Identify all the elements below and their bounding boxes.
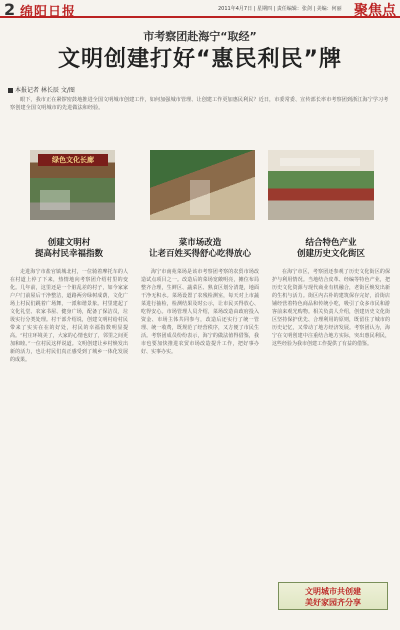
photo-market-hall (268, 150, 374, 220)
photo-cultural-corridor (30, 150, 115, 220)
column-subhead: 菜市场改造 (178, 238, 222, 248)
byline (8, 85, 75, 94)
column-subhead: 结合特色产业 (305, 238, 357, 248)
column-subhead: 创建历史文化街区 (296, 249, 365, 259)
article-headline: 文明创建打好“惠民利民”牌 (58, 47, 342, 72)
byline-text: 本报记者 林长辰 文/图 (15, 87, 75, 94)
column-subhead: 提高村民幸福指数 (34, 249, 103, 259)
article-column-3 (272, 238, 390, 348)
column-body: 走进海宁市盐官镇城北村，一位骑着摩托车的人在村道上停了下来，热情地向考察团介绍村里的变化。几年前，这里还是一个脏乱差的村子，如今家家户户门前屋后干净整洁，道路两旁绿树成荫，文化广场上村民们跳着广场舞，一派和谐景象。村里建起了文化礼堂、农家书屋、健身广场，配备了保洁员，垃圾实行分类处理。村干部介绍说，创建文明村给村民带来了实实在在的好处，村民的幸福指数明显提高。“村庄环境美了，大家的心情也好了，邻里之间更加和睦。”一位村民这样说道。文明创建让乡村焕发出新的活力，也让村民们真正感受到了城乡一体化发展的成果。 (10, 269, 128, 363)
photo-detail (40, 190, 70, 210)
column-subhead: 让老百姓买得舒心吃得放心 (148, 249, 251, 259)
column-subhead: 创建文明村 (47, 238, 91, 248)
column-body: 海宁市南苑菜场是该市考察团考察的农贸市场改造试点项目之一。改造后的菜场宽敞明亮，摊位布局整齐合理，生鲜区、蔬菜区、熟食区划分清楚，地面干净无积水。菜场设置了农残检测室，每天对上市蔬菜进行抽检，检测结果及时公示，让市民买得放心、吃得安心。市场管理人员介绍，菜场改造由政府投入资金、市场主体共同参与，改造后还实行了统一管理、统一收费，既规范了经营秩序，又方便了市民生活。考察团成员纷纷表示，海宁的做法值得借鉴，我市也要加快推进农贸市场改造提升工作，把好事办好、实事办实。 (141, 269, 259, 355)
photo-tree-lined-path (150, 150, 255, 220)
article-column-1 (10, 238, 128, 364)
banner-line: 文明城市共创建 (305, 587, 361, 596)
photo-detail (280, 158, 360, 166)
newspaper-name: 绵阳日报 (20, 5, 77, 20)
banner-line: 美好家园齐分享 (305, 598, 361, 607)
masthead-info: 2011年4月7日 | 星期四 | 责任编辑：张剑 | 美编：何丽 (218, 6, 342, 12)
page-number: 2 (4, 0, 16, 19)
article-kicker: 市考察团赴海宁“取经” (143, 30, 257, 43)
square-bullet-icon (8, 88, 13, 93)
masthead (0, 0, 400, 18)
column-body: 在海宁市区，考察团还参观了历史文化街区的保护与利用情况。当地结合皮革、经编等特色产业，把历史文化资源与现代商业有机融合，老街区焕发出新的生机与活力。街区内古朴的建筑保存完好，沿街店铺经营着特色商品和传统小吃，吸引了众多市民和游客前来观光购物。相关负责人介绍，创建历史文化街区坚持保护优先、合理利用的原则，既留住了城市的历史记忆，又带动了地方经济发展。考察团认为，海宁在文明创建中注重结合地方实际，突出惠民利民，这些经验为我市创建工作提供了有益的借鉴。 (272, 269, 390, 347)
civic-banner (278, 582, 388, 610)
photo-sign: 绿色文化长廊 (38, 154, 108, 166)
article-lead: 眼下，我市正在紧锣密鼓地推进全国文明城市创建工作，如何加强城市管理、让创建工作更加惠民利民？近日，市委常委、宣传部长率市考察团到浙江海宁学习考察创建全国文明城市的先进做法和经验。 (10, 97, 389, 111)
article-column-2 (141, 238, 259, 356)
section-name: 聚焦点 (354, 3, 396, 19)
photo-detail (190, 180, 210, 215)
